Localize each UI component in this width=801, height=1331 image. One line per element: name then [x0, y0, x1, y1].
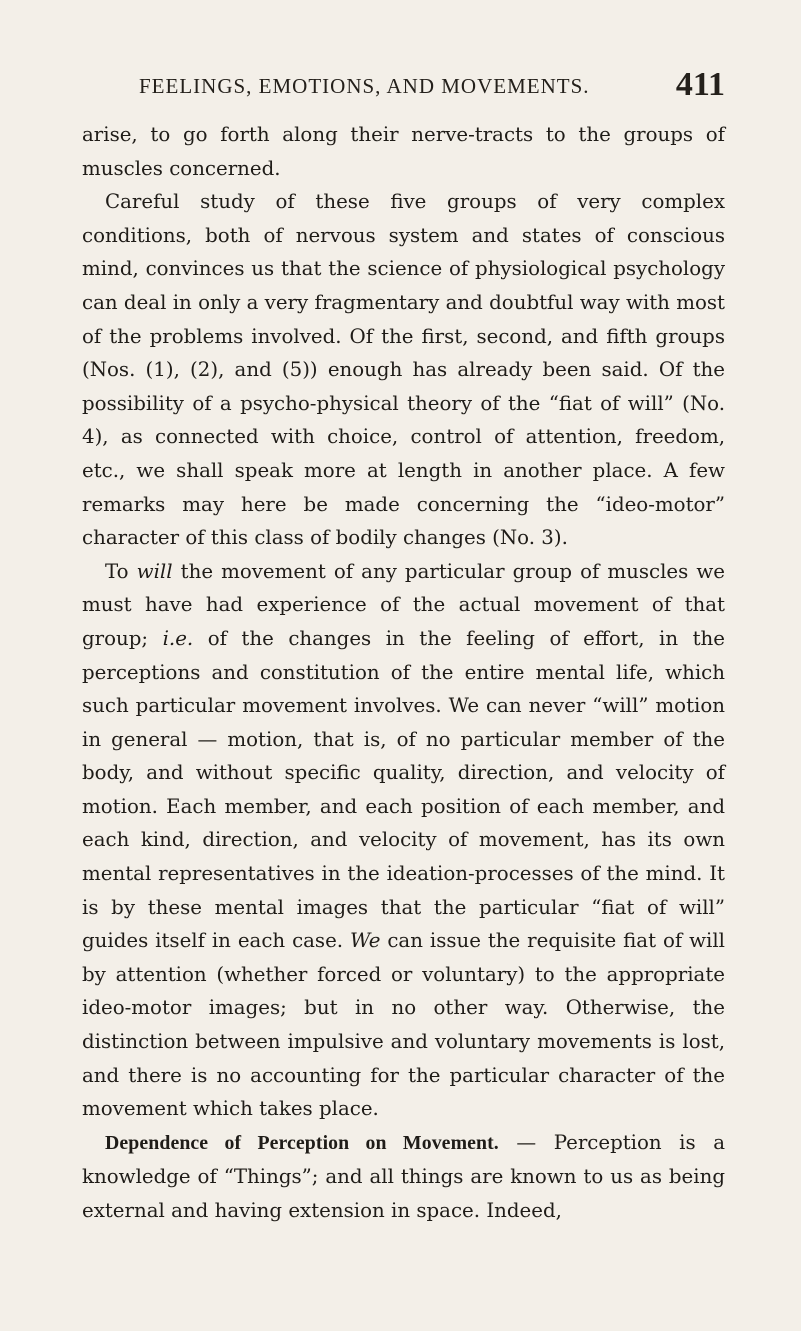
emphasis-we: We — [350, 929, 381, 953]
paragraph-3 — [82, 555, 725, 1126]
paragraph-4-text: — Perception is a knowledge of “Things”; and all things are known to us as being external and having extension in space. Indeed, — [82, 1130, 725, 1222]
section-heading: Dependence of Perception on Movement. — [105, 1131, 499, 1154]
page-header — [82, 66, 725, 114]
body-text — [82, 118, 725, 1228]
paragraph-3-middle-2: of the changes in the feeling of effort, in the perceptions and constitution of the entire mental life, which such particular movement involves. We can never “will” motion in general — motion, that is, of no particular member of the body, and without specific quality, direction, and velocity of motion. Each member, and each position of each member, and each kind, direction, and velocity of movement, has its own mental representatives in the ideation-processes of the mind. It is by these mental images that the particular “fiat of will” guides itself in each case. — [82, 626, 725, 953]
paragraph-1: arise, to go forth along their nerve-tracts to the groups of muscles concerned. — [82, 123, 725, 180]
emphasis-ie: i.e. — [162, 626, 194, 650]
paragraph-4 — [82, 1126, 725, 1228]
running-head: FEELINGS, EMOTIONS, AND MOVEMENTS. — [139, 74, 590, 98]
paragraph-3-start: To — [105, 559, 137, 583]
paragraph-3-end: can issue the requisite fiat of will by attention (whether forced or voluntary) to the appropriate ideo-motor images; but in no other way. Otherwise, the distinction between impulsive and voluntary movements is lost, and there is no accounting for the particular character of the movement which takes place. — [82, 929, 726, 1121]
paragraph-3-middle: the movement of any particular group of muscles we must have had experience of the actual movement of that group; — [82, 559, 726, 650]
paragraph-2: Careful study of these five groups of very complex conditions, both of nervous system and states of conscious mind, convinces us that the science of physiological psychology can deal in only a very fragmentary and doubtful way with most of the problems involved. Of the first, second, and fifth groups (Nos. (1), (2), and (5)) enough has already been said. Of the possibility of a psycho-physical theory of the “fiat of will” (No. 4), as connected with choice, control of attention, freedom, etc., we shall speak more at length in another place. A few remarks may here be made concerning the “ideo-motor” character of this class of bodily changes (No. 3). — [82, 190, 725, 550]
page-number: 411 — [675, 66, 725, 103]
emphasis-will: will — [136, 559, 173, 583]
